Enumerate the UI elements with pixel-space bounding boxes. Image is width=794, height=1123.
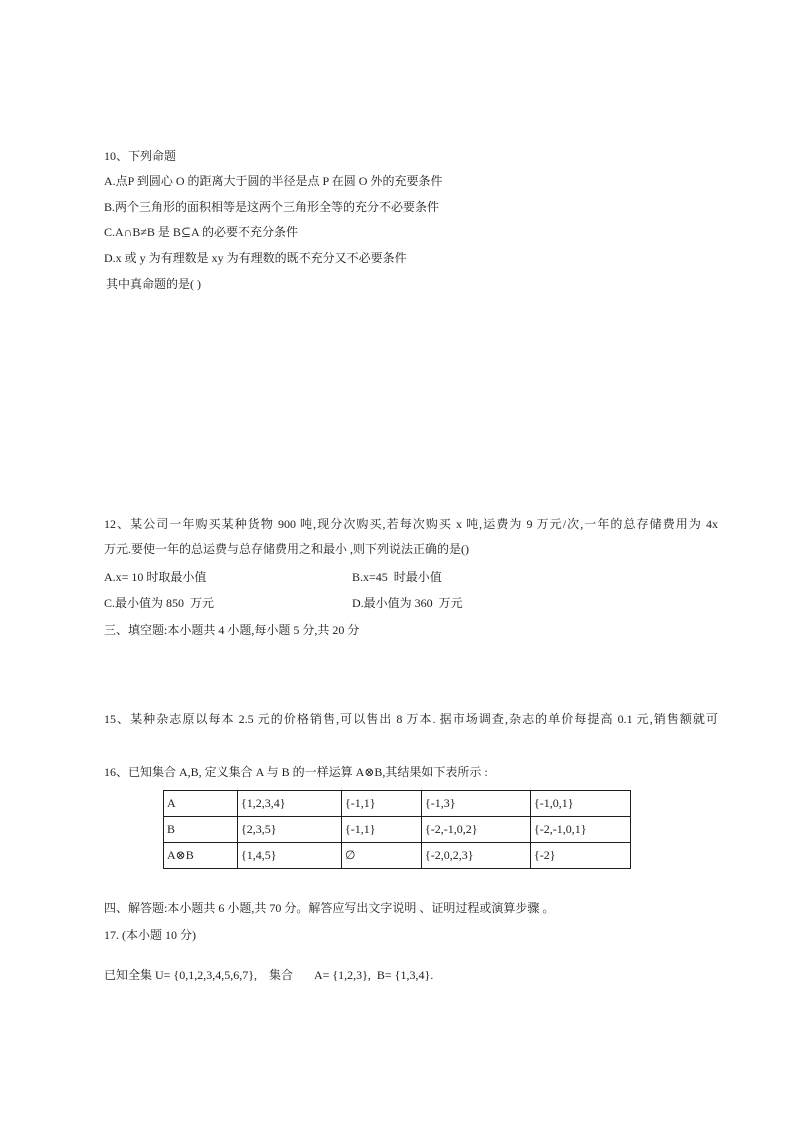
table-cell: {-2,-1,0,2} <box>422 817 531 843</box>
q11-option-d <box>104 468 423 508</box>
operation-table <box>163 790 631 869</box>
section-3-heading: 三、填空题:本小题共 4 小题,每小题 5 分,共 20 分 <box>104 623 360 637</box>
q16-stem: 16、已知集合 A,B, 定义集合 A 与 B 的一样运算 A⊗B,其结果如下表所示 : <box>104 765 488 779</box>
q16-follow-up <box>104 872 409 892</box>
q14 <box>104 681 561 703</box>
q12-option-b: B.x=45 时最小值 <box>352 570 442 584</box>
table-cell: {2,3,5} <box>238 817 342 843</box>
table-cell: A⊗B <box>164 843 238 869</box>
q11-option-b <box>104 365 443 405</box>
q11-option-c <box>104 417 469 457</box>
q11-stem <box>104 305 533 327</box>
table-cell: {-1,3} <box>422 791 531 817</box>
q12-stem-line1: 12、某公司一年购买某种货物 900 吨,现分次购买,若每次购买 x 吨,运费为 9 万元/次,一年的总存储费用为 4x <box>104 517 718 531</box>
q10-option-d: D.x 或 y 为有理数是 xy 为有理数的既不充分又不必要条件 <box>104 251 407 265</box>
table-cell: {-1,1} <box>342 791 422 817</box>
q11-option-a <box>104 334 426 356</box>
table-row-a <box>164 791 631 817</box>
q13 <box>104 649 346 671</box>
table-row-result <box>164 843 631 869</box>
q12-option-a: A.x= 10 时取最小值 <box>104 570 207 584</box>
q9-option-d <box>323 98 459 138</box>
q12-option-c: C.最小值为 850 万元 <box>104 596 215 610</box>
q17-given: 已知全集 U= {0,1,2,3,4,5,6,7}, 集合 A= {1,2,3}, B= {1,3,4}. <box>104 968 434 982</box>
table-cell: {1,2,3,4} <box>238 791 342 817</box>
q10-question: 其中真命题的是( ) <box>106 277 201 291</box>
table-cell: {-1,0,1} <box>531 791 631 817</box>
table-cell: {-2,-1,0,1} <box>531 817 631 843</box>
q9-option-c <box>104 98 236 138</box>
q17-part-1 <box>104 990 272 1012</box>
table-row-b <box>164 817 631 843</box>
q15-stem-line2 <box>104 736 563 756</box>
q15-stem-line1: 15、某种杂志原以每本 2.5 元的价格销售,可以售出 8 万本. 据市场调查,杂志的单价每提高 0.1 元,销售额就可 <box>104 712 718 726</box>
table-cell: A <box>164 791 238 817</box>
table-cell: {-1,1} <box>342 817 422 843</box>
q17-heading: 17. (本小题 10 分) <box>104 928 196 942</box>
q12-option-d: D.最小值为 360 万元 <box>352 596 463 610</box>
table-cell: {-2,0,2,3} <box>422 843 531 869</box>
q10-stem: 10、下列命题 <box>104 149 177 163</box>
q10-option-a: A.点P 到圆心 O 的距离大于圆的半径是点 P 在圆 O 外的充要条件 <box>104 174 443 188</box>
q10-option-b: B.两个三角形的面积相等是这两个三角形全等的充分不必要条件 <box>104 200 440 214</box>
q10-option-c: C.A∩B≠B 是 B⊆A 的必要不充分条件 <box>104 225 298 239</box>
table-cell: {1,4,5} <box>238 843 342 869</box>
table-cell: ∅ <box>342 843 422 869</box>
table-cell: {-2} <box>531 843 631 869</box>
table-cell: B <box>164 817 238 843</box>
q12-stem-line2: 万元.要使一年的总运费与总存储费用之和最小 ,则下列说法正确的是() <box>104 542 469 556</box>
section-4-heading: 四、解答题:本小题共 6 小题,共 70 分。解答应写出文字说明 、证明过程或演算步骤 。 <box>104 901 555 915</box>
